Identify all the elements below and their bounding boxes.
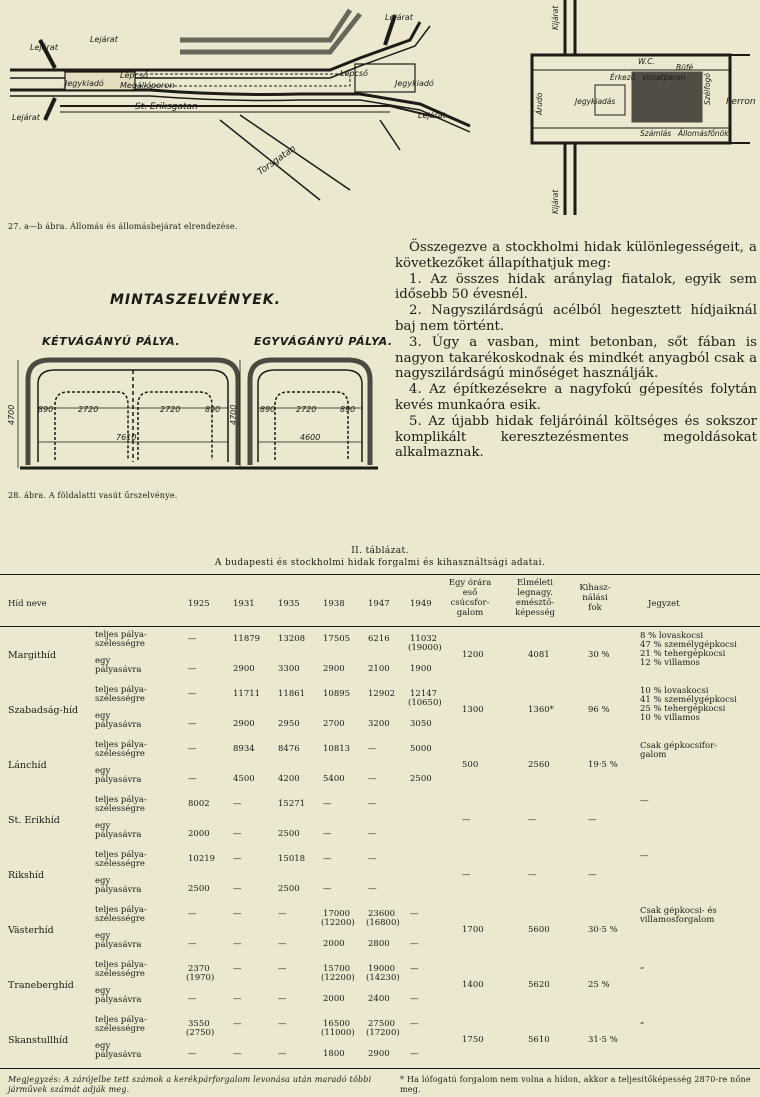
value-lane: —	[188, 774, 197, 784]
value-lane: 2900	[233, 664, 255, 674]
value-full: —	[368, 854, 377, 864]
header-name: Híd neve	[8, 599, 47, 609]
row-label-lane: pályasávra	[95, 665, 142, 675]
value-full: —	[233, 1019, 242, 1029]
fig27b-label: Kijárat	[551, 5, 560, 30]
capacity-value: 5620	[528, 980, 550, 990]
table-bottom-rule	[0, 1068, 760, 1069]
value-full: 3550	[188, 1019, 210, 1029]
row-label-full: szélességre	[95, 804, 145, 814]
peak-value: —	[462, 870, 471, 880]
value-full: 27500	[368, 1019, 396, 1029]
value-lane: —	[188, 1049, 197, 1059]
header-capacity: Elméleti legnagy. emésztő- képesség	[515, 578, 555, 618]
peak-value: 1700	[462, 925, 484, 935]
value-full: —	[410, 964, 419, 974]
figure-28-title: MINTASZELVÉNYEK.	[110, 292, 281, 308]
header-1935: 1935	[278, 599, 300, 609]
capacity-value: —	[528, 870, 537, 880]
value-lane: —	[188, 994, 197, 1004]
figure-27-caption: 27. a—b ábra. Állomás és állomásbejárat elrendezése.	[8, 222, 238, 231]
value-full-bicycle-excl: (16800)	[366, 918, 400, 928]
fig27a-label: Jegykiadó	[65, 79, 104, 88]
note-line: „	[640, 1016, 645, 1026]
value-full: —	[188, 634, 197, 644]
fig27b-label: Vonatperon	[642, 73, 686, 82]
row-label-full: szélességre	[95, 969, 145, 979]
fig27a-street: Torsgatan	[255, 143, 298, 178]
usage-value: 30 %	[588, 650, 610, 660]
peak-value: 1750	[462, 1035, 484, 1045]
table-title-number: II. táblázat.	[351, 546, 409, 556]
value-full: 8476	[278, 744, 300, 754]
fig27b-label: Perron	[726, 97, 756, 107]
value-full: —	[410, 1019, 419, 1029]
capacity-value: 5610	[528, 1035, 550, 1045]
row-label-full: szélességre	[95, 639, 145, 649]
value-lane: —	[278, 994, 287, 1004]
table-header-rule	[0, 626, 760, 627]
value-full: 15018	[278, 854, 306, 864]
fig27a-label: Lépcső	[340, 69, 368, 78]
value-lane: 4200	[278, 774, 300, 784]
note-line: villamosforgalom	[640, 915, 715, 925]
bridge-name: St. Erikhíd	[8, 815, 60, 826]
capacity-value: —	[528, 815, 537, 825]
bridge-name: Traneberghíd	[8, 980, 74, 991]
value-full: 15271	[278, 799, 306, 809]
summary-item: 3. Úgy a vasban, mint betonban, sőt fában is nagyon takarékoskodnak és mindkét anyagból csak a nagyszilárdságú minőséget használják.	[395, 334, 757, 382]
value-full: —	[188, 689, 197, 699]
value-lane: 2100	[368, 664, 390, 674]
row-label-full: szélességre	[95, 694, 145, 704]
value-full-bicycle-excl: (12200)	[321, 973, 355, 983]
value-lane: 1900	[410, 664, 432, 674]
fig27a-label: Jegykiadó	[395, 79, 434, 88]
value-lane: —	[323, 884, 332, 894]
footnote-right: * Ha lófogatú forgalom nem volna a hídon, akkor a teljesítőképesség 2870-re nőne meg.	[400, 1075, 751, 1094]
value-full: 8002	[188, 799, 210, 809]
value-full: 8934	[233, 744, 255, 754]
row-label-full: szélességre	[95, 749, 145, 759]
row-label-full: szélességre	[95, 914, 145, 924]
value-lane: 3050	[410, 719, 432, 729]
fig27b-label: Szélfogó	[703, 73, 712, 105]
row-label-lane: egy	[95, 986, 111, 996]
usage-value: 30·5 %	[588, 925, 618, 935]
value-lane: —	[368, 774, 377, 784]
note-line: 21 % tehergépkocsi	[640, 649, 726, 659]
row-label-lane: egy	[95, 821, 111, 831]
fig27b-label: Büfé	[676, 63, 694, 72]
header-usage: Kihasz- nálási fok	[579, 583, 611, 613]
value-lane: —	[188, 664, 197, 674]
value-full-bicycle-excl: (2750)	[186, 1028, 215, 1038]
value-full-bicycle-excl: (1970)	[186, 973, 215, 983]
value-full: 19000	[368, 964, 396, 974]
usage-value: 25 %	[588, 980, 610, 990]
value-lane: 2800	[368, 939, 390, 949]
header-1947: 1947	[368, 599, 390, 609]
bridge-name: Skanstullhíd	[8, 1035, 69, 1046]
note-line: —	[640, 851, 649, 861]
row-label-lane: pályasávra	[95, 940, 142, 950]
value-full: 12147	[410, 689, 438, 699]
bridge-name: Västerhíd	[8, 925, 54, 936]
row-label-lane: pályasávra	[95, 1050, 142, 1060]
row-label-full: teljes pálya-	[95, 740, 147, 750]
fig28-right-dim: 890	[260, 405, 276, 414]
value-lane: —	[368, 884, 377, 894]
fig27a-label: Lejárat	[90, 35, 118, 44]
value-lane: —	[233, 994, 242, 1004]
value-full: —	[278, 1019, 287, 1029]
value-lane: 2900	[323, 664, 345, 674]
row-label-lane: egy	[95, 711, 111, 721]
value-full: —	[323, 799, 332, 809]
note-line: 25 % tehergépkocsi	[640, 704, 726, 714]
note-line: 10 % villamos	[640, 713, 700, 723]
value-full-bicycle-excl: (12200)	[321, 918, 355, 928]
note-line: 47 % személygépkocsi	[640, 640, 737, 650]
fig27a-label: Lejárat	[418, 111, 446, 120]
fig27a-label: Megállóperon	[120, 81, 175, 90]
row-label-full: teljes pálya-	[95, 630, 147, 640]
summary-item: 1. Az összes hidak aránylag fiatalok, egyik sem idősebb 50 évesnél.	[395, 271, 757, 303]
value-lane: 2500	[278, 829, 300, 839]
fig28-left-total: 7610	[116, 433, 137, 442]
usage-value: 96 %	[588, 705, 610, 715]
header-1931: 1931	[233, 599, 255, 609]
value-full: —	[278, 909, 287, 919]
value-lane: —	[233, 1049, 242, 1059]
fig27a-label: Lejárat	[30, 43, 58, 52]
usage-value: 19·5 %	[588, 760, 618, 770]
value-lane: —	[323, 829, 332, 839]
value-full: —	[278, 964, 287, 974]
peak-value: 1300	[462, 705, 484, 715]
value-full: 12902	[368, 689, 396, 699]
fig28-left-height: 4700	[7, 404, 16, 425]
fig27b-label: Számlás	[640, 129, 672, 138]
value-lane: 2950	[278, 719, 300, 729]
value-lane: —	[278, 1049, 287, 1059]
value-full: —	[233, 854, 242, 864]
usage-value: —	[588, 815, 597, 825]
value-lane: 5400	[323, 774, 345, 784]
note-line: galom	[640, 750, 667, 760]
value-lane: 2500	[410, 774, 432, 784]
summary-item: 4. Az építkezésekre a nagyfokú gépesítés folytán kevés munkaóra esik.	[395, 382, 757, 413]
fig27b-label: W.C.	[638, 57, 655, 66]
fig27a-street: St. Eriksgatan	[135, 102, 198, 112]
value-full: 2370	[188, 964, 210, 974]
note-line: 12 % villamos	[640, 658, 700, 668]
value-full: —	[233, 909, 242, 919]
figure-28-caption: 28. ábra. A földalatti vasút űrszelvénye.	[8, 491, 178, 500]
value-full: —	[368, 799, 377, 809]
footnote-left: Megjegyzés: A zárójelbe tett számok a kerékpárforgalom levonása után maradó többi járművek számát adják meg.	[8, 1075, 372, 1094]
capacity-value: 4081	[528, 650, 550, 660]
value-full: —	[233, 964, 242, 974]
row-label-lane: egy	[95, 1041, 111, 1051]
peak-value: 1400	[462, 980, 484, 990]
note-line: 10 % lovaskocsi	[640, 686, 709, 696]
note-line: „	[640, 961, 645, 971]
summary-item: 5. Az újabb hidak feljáróinál költséges és sokszor komplikált keresztezésmentes megoldásokat alkalmaznak.	[395, 413, 757, 461]
fig27a-label: Lépcső	[120, 71, 148, 80]
peak-value: 1200	[462, 650, 484, 660]
summary-section	[395, 240, 757, 461]
header-note: Jegyzet	[648, 599, 680, 609]
value-full: —	[368, 744, 377, 754]
value-full: —	[188, 909, 197, 919]
fig28-right-dim: 890	[340, 405, 356, 414]
note-line: 8 % lovaskocsi	[640, 631, 704, 641]
row-label-full: teljes pálya-	[95, 960, 147, 970]
header-1938: 1938	[323, 599, 345, 609]
capacity-value: 1360*	[528, 705, 554, 715]
value-lane: 3200	[368, 719, 390, 729]
bridge-name: Rikshíd	[8, 870, 45, 881]
row-label-full: szélességre	[95, 859, 145, 869]
capacity-value: 2560	[528, 760, 550, 770]
figure-27b-entrance-plan	[520, 0, 760, 230]
figure-27a-station-plan	[0, 0, 520, 205]
row-label-full: teljes pálya-	[95, 795, 147, 805]
value-full-bicycle-excl: (10650)	[408, 698, 442, 708]
row-label-lane: egy	[95, 876, 111, 886]
summary-item: 2. Nagyszilárdságú acélból hegesztett hídjaiknál baj nem történt.	[395, 303, 757, 334]
fig27b-label: Állomásfőnök	[678, 129, 729, 138]
header-peak: Egy órára eső csúcsfor- galom	[448, 578, 492, 618]
value-full: 17000	[323, 909, 351, 919]
peak-value: 500	[462, 760, 479, 770]
value-lane: 1800	[323, 1049, 345, 1059]
value-full: —	[410, 909, 419, 919]
row-label-lane: egy	[95, 931, 111, 941]
value-lane: 2500	[188, 884, 210, 894]
row-label-lane: pályasávra	[95, 830, 142, 840]
fig27b-label: Érkező	[610, 73, 636, 82]
fig27b-label: Kijárat	[551, 189, 560, 214]
value-lane: —	[410, 1049, 419, 1059]
value-lane: —	[188, 719, 197, 729]
row-label-full: teljes pálya-	[95, 1015, 147, 1025]
bridge-name: Margithíd	[8, 650, 57, 661]
value-full-bicycle-excl: (19000)	[408, 643, 442, 653]
row-label-lane: pályasávra	[95, 775, 142, 785]
header-1925: 1925	[188, 599, 210, 609]
row-label-lane: egy	[95, 766, 111, 776]
value-lane: —	[410, 939, 419, 949]
value-lane: —	[233, 829, 242, 839]
value-lane: 2500	[278, 884, 300, 894]
row-label-full: szélességre	[95, 1024, 145, 1034]
value-lane: 2900	[368, 1049, 390, 1059]
figure-28-right-subtitle: EGYVÁGÁNYÚ PÁLYA.	[254, 335, 393, 348]
value-full: 16500	[323, 1019, 351, 1029]
value-full-bicycle-excl: (11000)	[321, 1028, 355, 1038]
usage-value: —	[588, 870, 597, 880]
row-label-lane: pályasávra	[95, 720, 142, 730]
value-full: 10813	[323, 744, 351, 754]
value-lane: 2400	[368, 994, 390, 1004]
value-full: 11032	[410, 634, 438, 644]
value-full: —	[233, 799, 242, 809]
usage-value: 31·5 %	[588, 1035, 618, 1045]
value-full: 11861	[278, 689, 306, 699]
figure-28-left-subtitle: KÉTVÁGÁNYÚ PÁLYA.	[42, 335, 181, 348]
note-line: Csak gépkocsi- és	[640, 906, 717, 916]
fig28-right-dim: 2720	[296, 405, 317, 414]
value-lane: 2000	[323, 939, 345, 949]
table-title: A budapesti és stockholmi hidak forgalmi és kihasználtsági adatai.	[214, 558, 546, 568]
fig28-left-dim: 890	[38, 405, 54, 414]
value-full: 10895	[323, 689, 351, 699]
value-full: 10219	[188, 854, 216, 864]
fig27a-label: Lejárat	[385, 13, 413, 22]
bridge-name: Szabadság-híd	[8, 705, 79, 716]
value-lane: 2900	[233, 719, 255, 729]
row-label-full: teljes pálya-	[95, 685, 147, 695]
value-lane: 4500	[233, 774, 255, 784]
bridge-name: Lánchíd	[8, 760, 47, 771]
row-label-lane: egy	[95, 656, 111, 666]
table-top-rule	[0, 574, 760, 575]
value-full: 23600	[368, 909, 396, 919]
value-full-bicycle-excl: (17200)	[366, 1028, 400, 1038]
value-full: 13208	[278, 634, 306, 644]
value-lane: 2000	[188, 829, 210, 839]
value-lane: —	[233, 884, 242, 894]
value-lane: 2000	[323, 994, 345, 1004]
fig27a-label: Lejárat	[12, 113, 40, 122]
value-lane: —	[278, 939, 287, 949]
value-lane: 3300	[278, 664, 300, 674]
capacity-value: 5600	[528, 925, 550, 935]
note-line: —	[640, 796, 649, 806]
value-lane: —	[368, 829, 377, 839]
value-full-bicycle-excl: (14230)	[366, 973, 400, 983]
fig27b-label: Árudo	[535, 92, 544, 115]
peak-value: —	[462, 815, 471, 825]
value-full: 15700	[323, 964, 351, 974]
value-lane: —	[233, 939, 242, 949]
header-1949: 1949	[410, 599, 432, 609]
row-label-full: teljes pálya-	[95, 905, 147, 915]
table-body	[0, 628, 760, 1068]
fig28-left-dim: 2720	[160, 405, 181, 414]
value-full: —	[323, 854, 332, 864]
value-lane: —	[410, 994, 419, 1004]
value-full: —	[188, 744, 197, 754]
value-full: 11711	[233, 689, 261, 699]
value-lane: 2700	[323, 719, 345, 729]
row-label-lane: pályasávra	[95, 885, 142, 895]
fig28-right-height: 4700	[229, 404, 238, 425]
fig28-right-total: 4600	[300, 433, 321, 442]
note-line: 41 % személygépkocsi	[640, 695, 737, 705]
fig28-left-dim: 2720	[78, 405, 99, 414]
row-label-lane: pályasávra	[95, 995, 142, 1005]
value-full: 11879	[233, 634, 261, 644]
value-lane: —	[188, 939, 197, 949]
row-label-full: teljes pálya-	[95, 850, 147, 860]
fig28-left-dim: 890	[205, 405, 221, 414]
note-line: Csak gépkocsifor-	[640, 741, 718, 751]
summary-intro: Összegezve a stockholmi hidak különlegességeit, a következőket állapíthatjuk meg:	[395, 240, 757, 271]
value-full: 17505	[323, 634, 351, 644]
value-full: 5000	[410, 744, 432, 754]
fig27b-label: Jegykiadás	[575, 97, 616, 106]
figure-28-cross-sections	[0, 350, 390, 490]
value-full: 6216	[368, 634, 390, 644]
